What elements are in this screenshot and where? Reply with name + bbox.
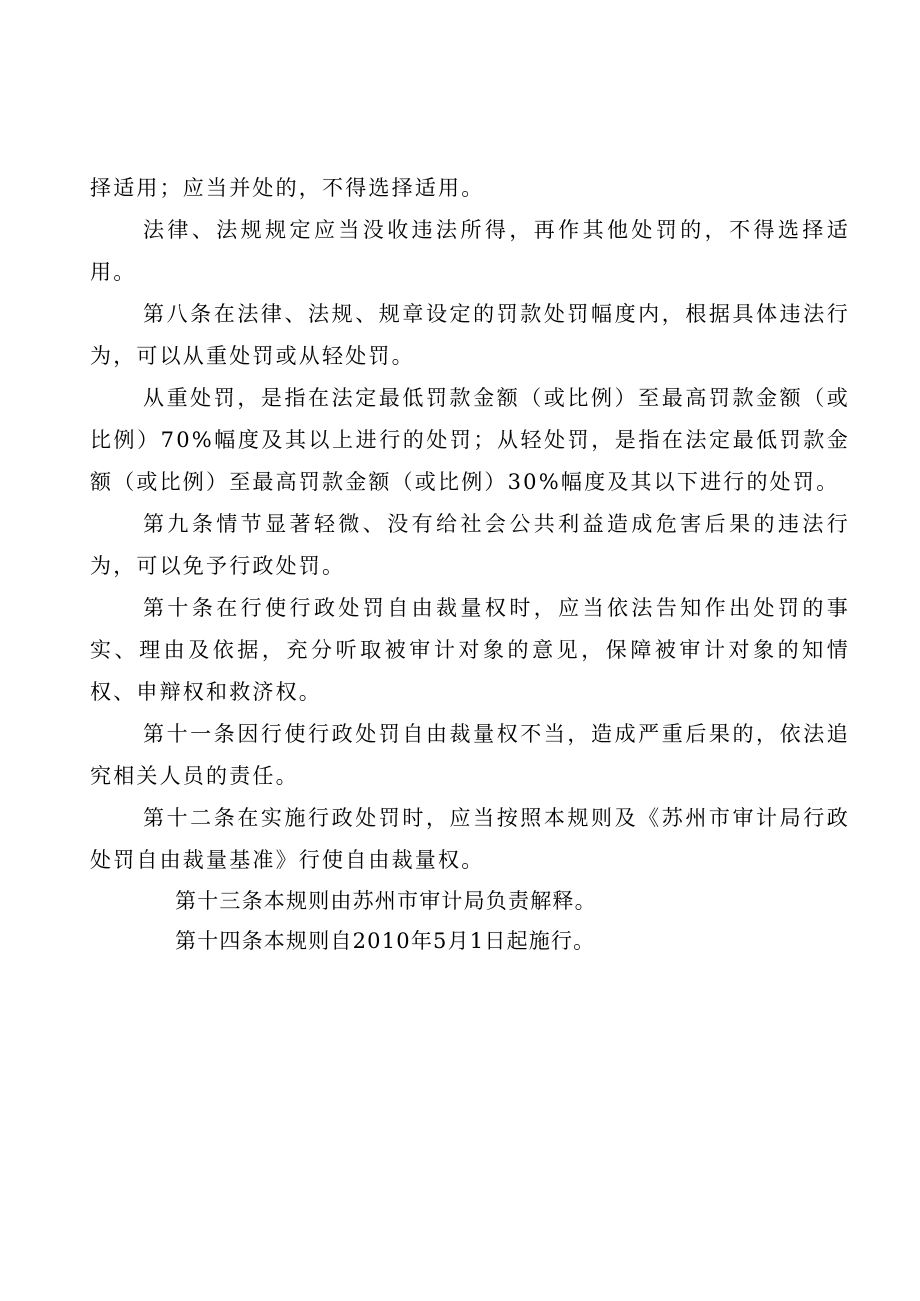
paragraph-article-12: 第十二条在实施行政处罚时，应当按照本规则及《苏州市审计局行政处罚自由裁量基准》行使自由裁量权。	[90, 806, 850, 872]
document-body	[90, 167, 850, 961]
paragraph-article-13: 第十三条本规则由苏州市审计局负责解释。	[175, 889, 597, 913]
paragraph-article-11: 第十一条因行使行政处罚自由裁量权不当，造成严重后果的，依法追究相关人员的责任。	[90, 722, 850, 788]
paragraph-confiscation: 法律、法规规定应当没收违法所得，再作其他处罚的，不得选择适用。	[90, 218, 850, 284]
paragraph-continuation: 择适用；应当并处的，不得选择适用。	[90, 176, 485, 200]
paragraph-article-10: 第十条在行使行政处罚自由裁量权时，应当依法告知作出处罚的事实、理由及依据，充分听取被审计对象的意见，保障被审计对象的知情权、申辩权和救济权。	[90, 596, 850, 704]
paragraph-heavy-light-penalty: 从重处罚，是指在法定最低罚款金额（或比例）至最高罚款金额（或比例）70%幅度及其以上进行的处罚；从轻处罚，是指在法定最低罚款金额（或比例）至最高罚款金额（或比例）30%幅度及其以下进行的处罚。	[90, 386, 850, 494]
paragraph-article-8: 第八条在法律、法规、规章设定的罚款处罚幅度内，根据具体违法行为，可以从重处罚或从轻处罚。	[90, 302, 850, 368]
paragraph-article-14: 第十四条本规则自2010年5月1日起施行。	[175, 929, 596, 953]
paragraph-article-9: 第九条情节显著轻微、没有给社会公共利益造成危害后果的违法行为，可以免予行政处罚。	[90, 512, 850, 578]
